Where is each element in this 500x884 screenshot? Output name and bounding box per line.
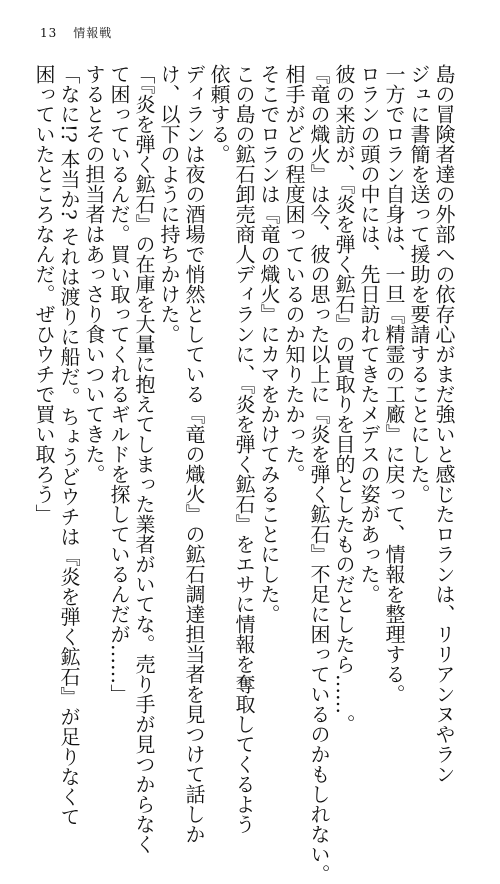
text-line: ジュに書簡を送って援助を要請することにした。 bbox=[407, 64, 431, 504]
text-line: 『竜の熾火』は今、彼の思った以上に『炎を弾く鉱石』不足に困っているのかもしれない。 bbox=[307, 64, 331, 884]
text-line: 島の冒険者達の外部への依存心がまだ強いと感じたロランは、リリアンヌやラン bbox=[432, 64, 456, 784]
text-line: 「なに!? 本当か? それは渡りに船だ。ちょうどウチは『炎を弾く鉱石』が足りなくて bbox=[57, 64, 81, 827]
text-line: 依頼する。 bbox=[207, 64, 231, 164]
text-line: け、以下のように持ちかけた。 bbox=[157, 64, 181, 344]
text-line: そこでロランは『竜の熾火』にカマをかけてみることにした。 bbox=[257, 64, 281, 624]
chapter-title: 情報戦 bbox=[73, 26, 113, 40]
text-line: て困っているんだ。買い取ってくれるギルドを探しているんだが……」 bbox=[107, 64, 131, 704]
text-line: この島の鉱石卸売商人ディランに、『炎を弾く鉱石』をエサに情報を奪取してくるよう bbox=[232, 64, 256, 834]
page-header bbox=[40, 24, 112, 41]
text-line: 困っていたところなんだ。ぜひウチで買い取ろう」 bbox=[32, 64, 56, 524]
page-number: 13 bbox=[40, 26, 58, 40]
text-line: 「『炎を弾く鉱石』の在庫を大量に抱えてしまった業者がいてな。売り手が見つからなく bbox=[132, 64, 156, 854]
text-line: 相手がどの程度困っているのか知りたかった。 bbox=[282, 64, 306, 484]
text-line: 一方でロラン自身は、一旦『精霊の工廠』に戻って、情報を整理する。 bbox=[382, 64, 406, 704]
text-line: ロランの頭の中には、先日訪れてきたメデスの姿があった。 bbox=[357, 64, 381, 604]
text-line: ディランは夜の酒場で悄然としている『竜の熾火』の鉱石調達担当者を見つけて話しか bbox=[182, 64, 206, 844]
text-line: するとその担当者はあっさり食いついてきた。 bbox=[82, 64, 106, 484]
text-line: 彼の来訪が、『炎を弾く鉱石』の買取りを目的としたものだとしたら……。 bbox=[332, 64, 356, 734]
vertical-body-text bbox=[32, 64, 456, 884]
